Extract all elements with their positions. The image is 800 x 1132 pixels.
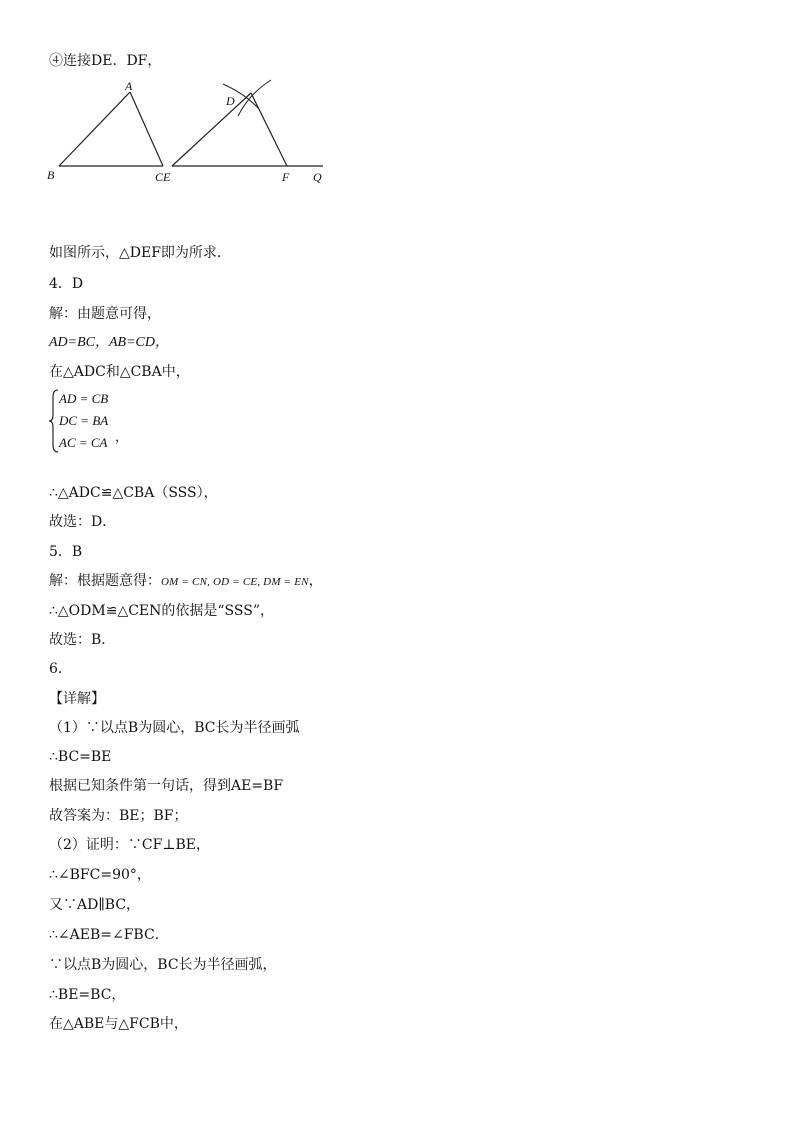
q6-line-2: ∴BC=BE — [49, 749, 112, 765]
figure-caption: 如图所示，△DEF即为所求． — [49, 245, 231, 261]
q4-line-2: AD=BC，AB=CD， — [49, 335, 169, 350]
q6-answer: 6． — [49, 661, 72, 677]
q5-line-1-prefix: 解：根据题意得： — [49, 573, 161, 589]
system-row-2: DC = BA — [59, 413, 109, 428]
q6-line-1: （1）∵以点B为圆心，BC长为半径画弧 — [49, 720, 300, 736]
triangle-def — [172, 93, 323, 166]
q6-line-6: ∴∠BFC=90°， — [49, 867, 151, 883]
construction-figure — [45, 78, 345, 188]
q4-line-4: ∴△ADC≌△CBA（SSS）， — [49, 485, 218, 501]
q5-line-1-equation: OM = CN, OD = CE, DM = EN — [161, 576, 309, 588]
system-row-1: AD = CB — [59, 391, 109, 406]
q5-line-3: 故选：B． — [49, 632, 116, 648]
system-row-3: AC = CA — [59, 435, 108, 450]
q6-line-7: 又∵AD∥BC， — [49, 897, 141, 913]
q6-line-4: 故答案为：BE；BF； — [49, 808, 188, 824]
triangle-abc — [59, 92, 163, 166]
q6-line-9: ∵以点B为圆心，BC长为半径画弧， — [49, 957, 277, 973]
left-brace — [49, 389, 59, 453]
q4-line-5: 故选：D． — [49, 514, 117, 530]
q5-line-2: ∴△ODM≌△CEN的依据是“SSS”， — [49, 603, 274, 619]
label-q: Q — [313, 170, 322, 184]
equation-system — [49, 389, 139, 453]
label-b: B — [47, 168, 55, 182]
q6-line-10: ∴BE=BC， — [49, 987, 126, 1003]
q4-line-3: 在△ADC和△CBA中， — [49, 364, 190, 380]
q6-line-3: 根据已知条件第一句话，得到AE=BF — [49, 778, 284, 794]
q4-answer: 4．D — [49, 276, 84, 292]
q4-line-1: 解：由题意可得， — [49, 306, 161, 322]
label-a: A — [125, 79, 133, 93]
construction-arc-2 — [238, 80, 271, 116]
q6-line-5: （2）证明：∵CF⊥BE， — [49, 837, 211, 853]
step-4-text: ④连接DE．DF， — [49, 53, 162, 69]
q6-line-11: 在△ABE与△FCB中， — [49, 1016, 188, 1032]
q6-heading: 【详解】 — [49, 691, 105, 707]
q5-line-1-tail: ， — [308, 573, 323, 589]
system-tail-comma: ， — [115, 429, 129, 444]
q5-answer: 5．B — [49, 544, 83, 560]
label-f: F — [282, 170, 290, 184]
q5-line-1 — [49, 572, 323, 591]
label-d: D — [226, 94, 235, 108]
label-ce: CE — [155, 170, 171, 184]
q6-line-8: ∴∠AEB=∠FBC． — [49, 927, 169, 943]
